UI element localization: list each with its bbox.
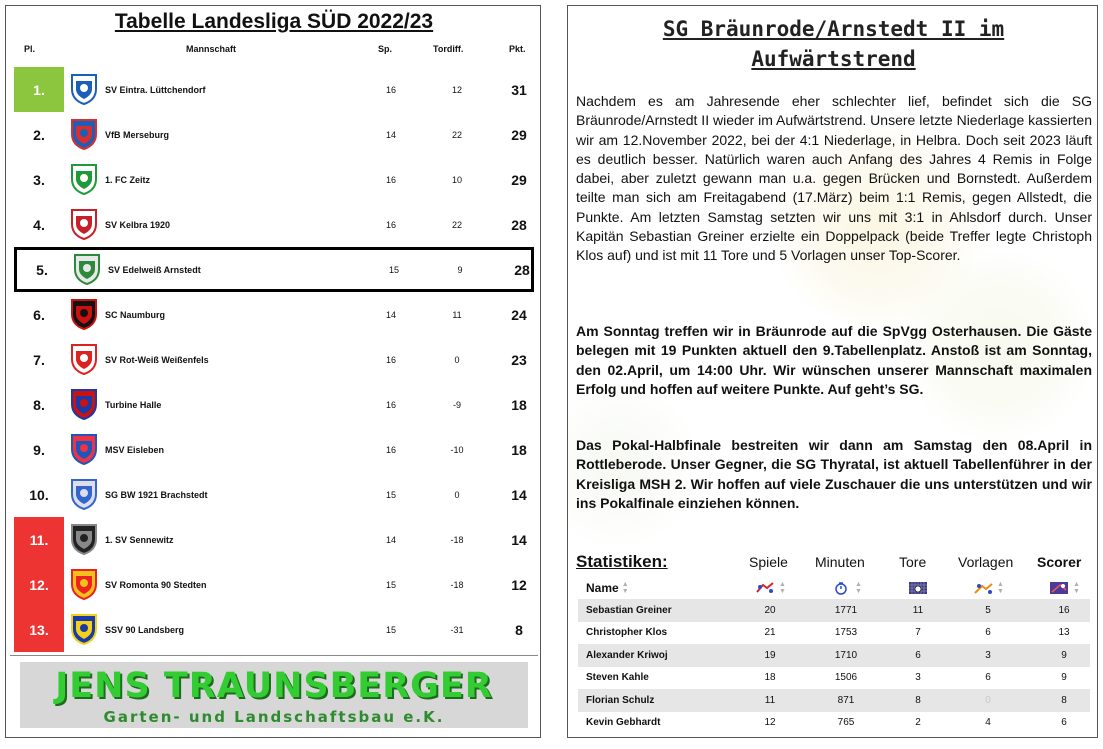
stats-row xyxy=(578,712,1090,735)
player-name: Steven Kahle xyxy=(586,672,649,684)
team-name: SV Edelweiß Arnstedt xyxy=(108,264,201,275)
stats-col-spiele: Spiele xyxy=(749,554,788,570)
league-row xyxy=(14,517,539,562)
points: 28 xyxy=(514,261,530,278)
team-name: 1. FC Zeitz xyxy=(105,174,151,185)
games-played: 15 xyxy=(385,579,396,590)
games-played: 15 xyxy=(385,624,396,635)
games-played: 16 xyxy=(385,444,396,455)
stat-vorlagen: 0 xyxy=(985,694,991,706)
player-name: Kevin Gebhardt xyxy=(586,717,661,729)
stat-scorer: 8 xyxy=(1061,694,1067,706)
article-paragraph: Am Sonntag treffen wir in Bräunrode auf die SpVgg Osterhausen. Die Gäste belegen mit 19 Punkten aktuell den 9.Tabellenplatz. Anstoß ist am Sonntag, den 02.April, um 14:00 Uhr. Wir wünschen unserer Mannschaft maximalen Erfolg und hoffen auf weitere Punkte. Auf geht’s SG. xyxy=(576,323,1092,397)
player-kick-icon[interactable]: ▲ ▼ xyxy=(748,577,792,599)
league-row xyxy=(14,202,539,247)
league-row xyxy=(14,337,539,382)
league-row xyxy=(14,427,539,472)
stat-minuten: 1753 xyxy=(834,627,858,639)
points: 31 xyxy=(511,81,527,98)
goal-difference: 22 xyxy=(451,129,462,140)
league-row xyxy=(14,292,539,337)
team-name: SV Kelbra 1920 xyxy=(105,219,171,230)
scorer-icon[interactable]: ▲ ▼ xyxy=(1042,577,1086,599)
games-played: 16 xyxy=(385,219,396,230)
crest-yellow-blue-icon xyxy=(70,613,98,645)
points: 29 xyxy=(511,171,527,188)
sponsor-name: JENS TRAUNSBERGER xyxy=(55,666,493,706)
sponsor-box xyxy=(20,662,528,728)
games-played: 16 xyxy=(385,399,396,410)
league-row xyxy=(14,382,539,427)
team-name: MSV Eisleben xyxy=(105,444,165,455)
team-name: SSV 90 Landsberg xyxy=(105,624,185,635)
team-name: SV Eintra. Lüttchendorf xyxy=(105,84,206,95)
stats-col-scorer: Scorer xyxy=(1037,554,1082,570)
league-row xyxy=(14,247,534,292)
goal-difference: -18 xyxy=(450,579,464,590)
league-row xyxy=(14,472,539,517)
stat-minuten: 765 xyxy=(837,717,855,729)
stat-minuten: 1710 xyxy=(834,649,858,661)
games-played: 16 xyxy=(385,354,396,365)
team-name: SC Naumburg xyxy=(105,309,166,320)
stat-scorer: 6 xyxy=(1061,717,1067,729)
player-name: Sebastian Greiner xyxy=(586,604,672,616)
row-position: 5. xyxy=(36,261,48,278)
stat-vorlagen: 5 xyxy=(985,604,991,616)
team-name: SV Romonta 90 Stedten xyxy=(105,579,207,590)
points: 28 xyxy=(511,216,527,233)
league-row xyxy=(14,607,539,652)
row-position: 13. xyxy=(14,607,64,652)
stat-minuten: 1771 xyxy=(834,604,858,616)
crest-turbine-icon xyxy=(70,388,98,420)
points: 29 xyxy=(511,126,527,143)
stat-minuten: 871 xyxy=(837,694,855,706)
points: 14 xyxy=(511,531,527,548)
stat-tore: 3 xyxy=(915,672,921,684)
goal-difference: 10 xyxy=(451,174,462,185)
crest-red-white-icon xyxy=(70,343,98,375)
stat-scorer: 9 xyxy=(1061,672,1067,684)
stats-title: Statistiken: xyxy=(576,552,668,571)
crest-green-circle-icon xyxy=(70,163,98,195)
stat-tore: 8 xyxy=(915,694,921,706)
goal-difference: -10 xyxy=(450,444,464,455)
article-paragraph: Das Pokal-Halbfinale bestreiten wir dann am Samstag den 08.April in Rottleberode. Unser Gegner, die SG Thyratal, ist aktuell Tabellenführer in der Kreisliga MSH 2. Wir hoffen auf viele Zuschauer die uns unterstützen und wir ins Pokalfinale einziehen können. xyxy=(576,437,1092,511)
crest-blue-white-icon xyxy=(70,73,98,105)
stats-row xyxy=(578,622,1090,645)
row-position: 2. xyxy=(33,126,45,143)
stat-spiele: 21 xyxy=(764,627,776,639)
games-played: 16 xyxy=(385,174,396,185)
league-row xyxy=(14,157,539,202)
crest-edelweiss-icon xyxy=(73,253,101,285)
crest-sennewitz-icon xyxy=(70,523,98,555)
crest-romonta-icon xyxy=(70,568,98,600)
stats-table-header xyxy=(578,577,1090,599)
row-position: 7. xyxy=(33,351,45,368)
points: 23 xyxy=(511,351,527,368)
crest-blue-shield-icon xyxy=(70,478,98,510)
points: 12 xyxy=(511,576,527,593)
row-position: 1. xyxy=(14,67,64,112)
league-table-body xyxy=(14,67,539,652)
crest-red-circle-icon xyxy=(70,208,98,240)
stats-row xyxy=(578,599,1090,622)
row-position: 10. xyxy=(29,486,49,503)
stat-tore: 7 xyxy=(915,627,921,639)
crest-vfb-icon xyxy=(70,118,98,150)
stat-scorer: 9 xyxy=(1061,649,1067,661)
stat-tore: 2 xyxy=(915,717,921,729)
points: 8 xyxy=(515,621,523,638)
player-name: Florian Schulz xyxy=(586,694,655,706)
stats-table-body xyxy=(578,599,1090,734)
stopwatch-icon[interactable]: ▲ ▼ xyxy=(824,577,868,599)
league-row xyxy=(14,67,539,112)
league-row xyxy=(14,112,539,157)
team-name: Turbine Halle xyxy=(105,399,162,410)
stats-row xyxy=(578,644,1090,667)
stat-vorlagen: 6 xyxy=(985,672,991,684)
goal-difference: 12 xyxy=(451,84,462,95)
stats-row xyxy=(578,667,1090,690)
games-played: 16 xyxy=(385,84,396,95)
article-paragraph: Nachdem es am Jahresende eher schlechter lief, befindet sich die SG Bräunrode/Arnstedt II wieder im Aufwärtstrend. Unsere letzte Niederlage kassierten wir am 12.November 2022, bei der 4:1 Niederlage, in Helbra. Doch seit 2023 läuft es deutlich besser. Natürlich waren auch Anfang des Jahres 4 Remis in Folge dabei, aber zuletzt gewann man u.a. gegen Brücken und Bornstedt. Außerdem teilte man sich am Freitagabend (17.März) beim 1:1 Remis, gegen Allstedt, die Punkte. Am letzten Samstag setzten wir uns mit 3:1 in Ahlsdorf durch. Unser Kapitän Sebastian Greiner erzielte ein Doppelpack (beide Treffer legte Christoph Klos auf) und ist mit 11 Tore und 5 Vorlagen unser Top-Scorer. xyxy=(576,93,1092,264)
goal-difference: -9 xyxy=(452,399,461,410)
stat-vorlagen: 3 xyxy=(985,649,991,661)
stat-scorer: 13 xyxy=(1058,627,1070,639)
header-tordiff: Tordiff. xyxy=(433,44,464,54)
goal-difference: -31 xyxy=(450,624,464,635)
row-position: 11. xyxy=(14,517,64,562)
row-position: 3. xyxy=(33,171,45,188)
points: 24 xyxy=(511,306,527,323)
stat-minuten: 1506 xyxy=(834,672,858,684)
stats-col-tore: Tore xyxy=(899,554,927,570)
stats-col-vorlagen: Vorlagen xyxy=(958,554,1014,570)
stat-tore: 11 xyxy=(912,604,924,616)
stat-vorlagen: 4 xyxy=(985,717,991,729)
stat-spiele: 20 xyxy=(764,604,776,616)
goal-difference: 0 xyxy=(454,489,460,500)
stat-spiele: 18 xyxy=(764,672,776,684)
points: 18 xyxy=(511,441,527,458)
header-team: Mannschaft xyxy=(186,44,237,54)
stat-vorlagen: 6 xyxy=(985,627,991,639)
row-position: 6. xyxy=(33,306,45,323)
team-name: 1. SV Sennewitz xyxy=(105,534,174,545)
stats-name-header[interactable]: Name ▲ ▼ xyxy=(586,581,629,595)
article-panel xyxy=(567,5,1098,738)
goal-difference: -18 xyxy=(450,534,464,545)
team-name: VfB Merseburg xyxy=(105,129,170,140)
player-name: Christopher Klos xyxy=(586,627,668,639)
stat-spiele: 11 xyxy=(764,694,776,706)
league-title: Tabelle Landesliga SÜD 2022/23 xyxy=(114,10,434,33)
goal-net-icon[interactable] xyxy=(896,577,940,599)
league-table-panel xyxy=(5,5,541,738)
stat-tore: 6 xyxy=(915,649,921,661)
sponsor-subtitle: Garten- und Landschaftsbau e.K. xyxy=(103,708,445,726)
league-row xyxy=(14,562,539,607)
stat-spiele: 12 xyxy=(764,717,776,729)
team-name: SG BW 1921 Brachstedt xyxy=(105,489,208,500)
goal-difference: 0 xyxy=(454,354,460,365)
team-name: SV Rot-Weiß Weißenfels xyxy=(105,354,209,365)
stats-row xyxy=(578,689,1090,712)
games-played: 14 xyxy=(385,534,396,545)
points: 18 xyxy=(511,396,527,413)
row-position: 4. xyxy=(33,216,45,233)
crest-msv-icon xyxy=(70,433,98,465)
header-sp: Sp. xyxy=(378,44,393,54)
games-played: 14 xyxy=(385,309,396,320)
article-title: SG Bräunrode/Arnstedt II im Aufwärtstrend xyxy=(662,17,1005,71)
stat-spiele: 19 xyxy=(764,649,776,661)
goal-difference: 22 xyxy=(451,219,462,230)
games-played: 14 xyxy=(385,129,396,140)
games-played: 15 xyxy=(388,264,399,275)
sort-icon: ▲ ▼ xyxy=(621,581,629,595)
header-pkt: Pkt. xyxy=(509,44,526,54)
points: 14 xyxy=(511,486,527,503)
stats-table xyxy=(578,577,1090,734)
league-table-header xyxy=(6,44,542,64)
goal-difference: 9 xyxy=(457,264,463,275)
crest-red-black-icon xyxy=(70,298,98,330)
goal-difference: 11 xyxy=(452,309,462,320)
row-position: 8. xyxy=(33,396,45,413)
header-pl: Pl. xyxy=(24,44,36,54)
row-position: 12. xyxy=(14,562,64,607)
games-played: 15 xyxy=(385,489,396,500)
sponsor-banner xyxy=(10,655,538,733)
assist-kick-icon[interactable]: ▲ ▼ xyxy=(966,577,1010,599)
stats-col-minuten: Minuten xyxy=(815,554,865,570)
stat-scorer: 16 xyxy=(1058,604,1070,616)
player-name: Alexander Kriwoj xyxy=(586,649,668,661)
row-position: 9. xyxy=(33,441,45,458)
